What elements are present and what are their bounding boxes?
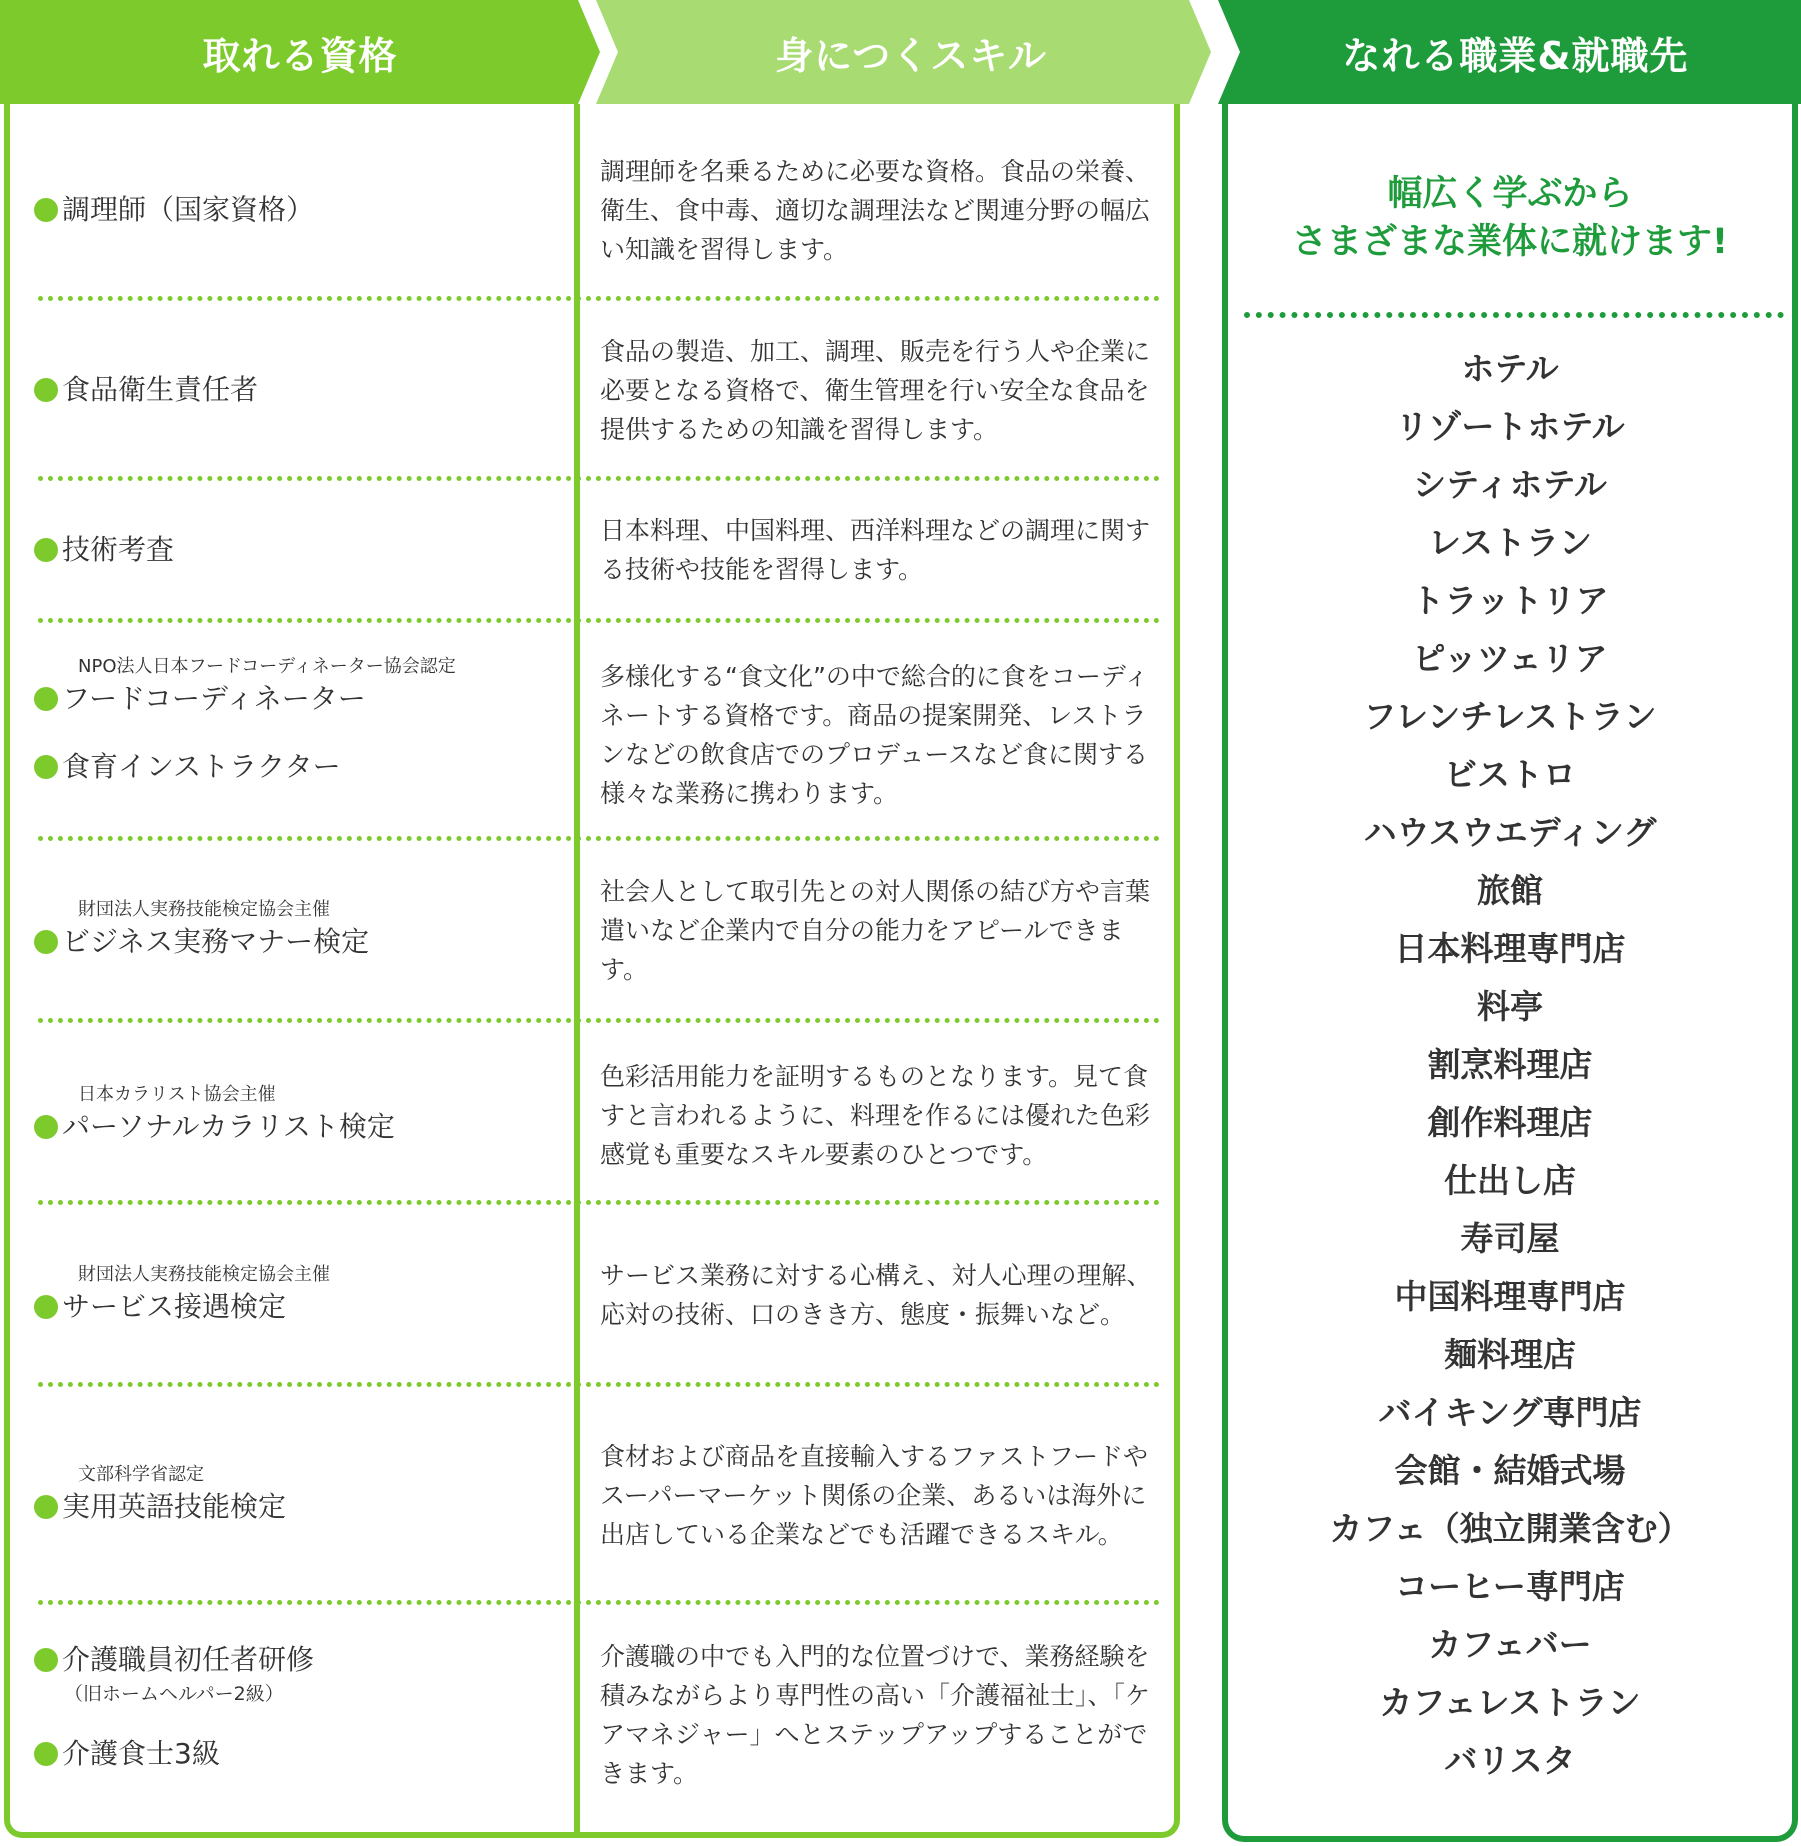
qualification-name: 調理師（国家資格） [62, 193, 315, 226]
qualification-item [34, 190, 554, 230]
career-item: シティホテル [1413, 465, 1607, 504]
careers-divider [1244, 312, 1784, 318]
qualification-item [34, 922, 554, 962]
bullet-icon [34, 378, 58, 402]
career-item: ホテル [1461, 349, 1559, 388]
qualification-cell [34, 330, 554, 450]
qualification-name: 食育インストラクター [62, 750, 341, 783]
qualification-authority: 財団法人実務技能検定協会主催 [78, 899, 330, 920]
career-item: 寿司屋 [1460, 1219, 1560, 1258]
qualification-name: 介護食士3級 [62, 1737, 220, 1770]
qualification-item [34, 1640, 554, 1680]
bullet-icon [34, 1495, 58, 1519]
qualification-authority: 日本カラリスト協会主催 [78, 1084, 276, 1105]
career-item: カフェ（独立開業含む） [1329, 1509, 1691, 1548]
skill-description: 多様化する“食文化”の中で総合的に食をコーディネートする資格です。商品の提案開発、レストランなどの飲食店でのプロデュースなど食に関する様々な業務に携わります。 [600, 662, 1149, 808]
career-item: 割烹料理店 [1427, 1045, 1593, 1084]
career-list [1222, 340, 1798, 1790]
qualification-item [34, 747, 554, 787]
qualification-cell [34, 150, 554, 270]
skill-description: サービス業務に対する心構え、対人心理の理解、応対の技術、口のきき方、態度・振舞いなど。 [600, 1261, 1152, 1329]
skill-description: 調理師を名乗るために必要な資格。食品の栄養、衛生、食中毒、適切な調理法など関連分野の幅広い知識を習得します。 [600, 156, 1151, 264]
skill-description: 食材および商品を直接輸入するファストフードやスーパーマーケット関係の企業、あるいは海外に出店している企業などでも活躍できるスキル。 [600, 1441, 1149, 1549]
career-item: 創作料理店 [1427, 1103, 1593, 1142]
career-item: 仕出し店 [1444, 1161, 1576, 1200]
bullet-icon [34, 687, 58, 711]
career-item: 中国料理専門店 [1394, 1277, 1626, 1316]
bullet-icon [34, 538, 58, 562]
qualification-item [34, 1734, 554, 1774]
bullet-icon [34, 1648, 58, 1672]
career-item: コーヒー専門店 [1395, 1567, 1625, 1606]
career-item: ピッツェリア [1412, 639, 1608, 678]
header-skills-label: 身につくスキル [775, 33, 1047, 78]
header-careers-label: なれる職業&就職先 [1342, 33, 1689, 78]
qualification-cell [34, 1235, 554, 1355]
bullet-icon [34, 1115, 58, 1139]
qualification-item [34, 530, 554, 570]
row-divider [38, 1600, 1160, 1605]
qualification-name: 食品衛生責任者 [62, 373, 259, 406]
qualification-cell [34, 1415, 554, 1575]
skill-description: 日本料理、中国料理、西洋料理などの調理に関する技術や技能を習得します。 [600, 516, 1151, 584]
bullet-icon [34, 1742, 58, 1766]
bullet-icon [34, 198, 58, 222]
qualification-item [34, 679, 554, 719]
qualification-item [34, 370, 554, 410]
qualification-item [34, 1487, 554, 1527]
header-skills [596, 0, 1211, 104]
career-item: 会館・結婚式場 [1394, 1451, 1626, 1490]
qualification-item [34, 1287, 554, 1327]
careers-headline-line2: さまざまな業体に就けます! [1292, 222, 1728, 262]
qualification-name: 介護職員初任者研修 [62, 1643, 315, 1676]
career-item: レストラン [1427, 523, 1592, 562]
career-item: リゾートホテル [1395, 407, 1625, 446]
qualification-name: ビジネス実務マナー検定 [62, 925, 370, 958]
qualification-cell [34, 510, 554, 590]
qualification-name: 実用英語技能検定 [62, 1490, 287, 1523]
qualification-note: （旧ホームヘルパー2級） [64, 1683, 284, 1705]
career-item: 日本料理専門店 [1394, 929, 1626, 968]
career-item: フレンチレストラン [1363, 697, 1657, 736]
qualification-name: サービス接遇検定 [62, 1290, 287, 1323]
qualification-cell [34, 1055, 554, 1175]
qualification-item [34, 1107, 554, 1147]
career-item: カフェレストラン [1379, 1683, 1641, 1722]
qualification-name: パーソナルカラリスト検定 [62, 1110, 395, 1143]
career-item: カフェバー [1428, 1625, 1592, 1664]
bullet-icon [34, 930, 58, 954]
career-item: バリスタ [1444, 1741, 1576, 1780]
row-divider [38, 836, 1160, 841]
career-item: バイキング専門店 [1378, 1393, 1642, 1432]
career-item: ビストロ [1444, 755, 1576, 794]
row-divider [38, 476, 1160, 481]
header-qualifications-label: 取れる資格 [202, 33, 398, 78]
row-divider [38, 1382, 1160, 1387]
skill-description: 介護職の中でも入門的な位置づけで、業務経験を積みながらより専門性の高い「介護福祉士」、「ケアマネジャー」へとステップアップすることができます。 [600, 1642, 1151, 1788]
header-careers [1218, 0, 1801, 104]
qualification-authority: NPO法人日本フードコーディネーター協会認定 [78, 656, 456, 677]
career-item: 旅館 [1477, 871, 1543, 910]
careers-headline-line1: 幅広く学ぶから [1387, 174, 1633, 214]
qualification-authority: 文部科学省認定 [78, 1464, 204, 1485]
row-divider [38, 1018, 1160, 1023]
career-item: 麺料理店 [1444, 1335, 1576, 1374]
qualification-cell [34, 1640, 554, 1800]
bullet-icon [34, 1295, 58, 1319]
column-divider [574, 104, 580, 1838]
row-divider [38, 296, 1160, 301]
qualification-cell [34, 655, 554, 815]
qualification-cell [34, 870, 554, 990]
row-divider [38, 618, 1160, 623]
bullet-icon [34, 755, 58, 779]
career-item: トラットリア [1411, 581, 1609, 620]
career-item: ハウスウエディング [1363, 813, 1657, 852]
header-qualifications [0, 0, 600, 104]
row-divider [38, 1200, 1160, 1205]
careers-headline [1222, 170, 1798, 266]
career-item: 料亭 [1477, 987, 1543, 1026]
skill-description: 食品の製造、加工、調理、販売を行う人や企業に必要となる資格で、衛生管理を行い安全な食品を提供するための知識を習得します。 [600, 336, 1151, 444]
qualification-authority: 財団法人実務技能検定協会主催 [78, 1264, 330, 1285]
skill-description: 社会人として取引先との対人関係の結び方や言葉遣いなど企業内で自分の能力をアピールできます。 [600, 876, 1151, 984]
qualification-name: 技術考査 [62, 533, 175, 566]
skill-description: 色彩活用能力を証明するものとなります。見て食すと言われるように、料理を作るには優れた色彩感覚も重要なスキル要素のひとつです。 [600, 1061, 1151, 1169]
qualification-name: フードコーディネーター [62, 682, 366, 715]
